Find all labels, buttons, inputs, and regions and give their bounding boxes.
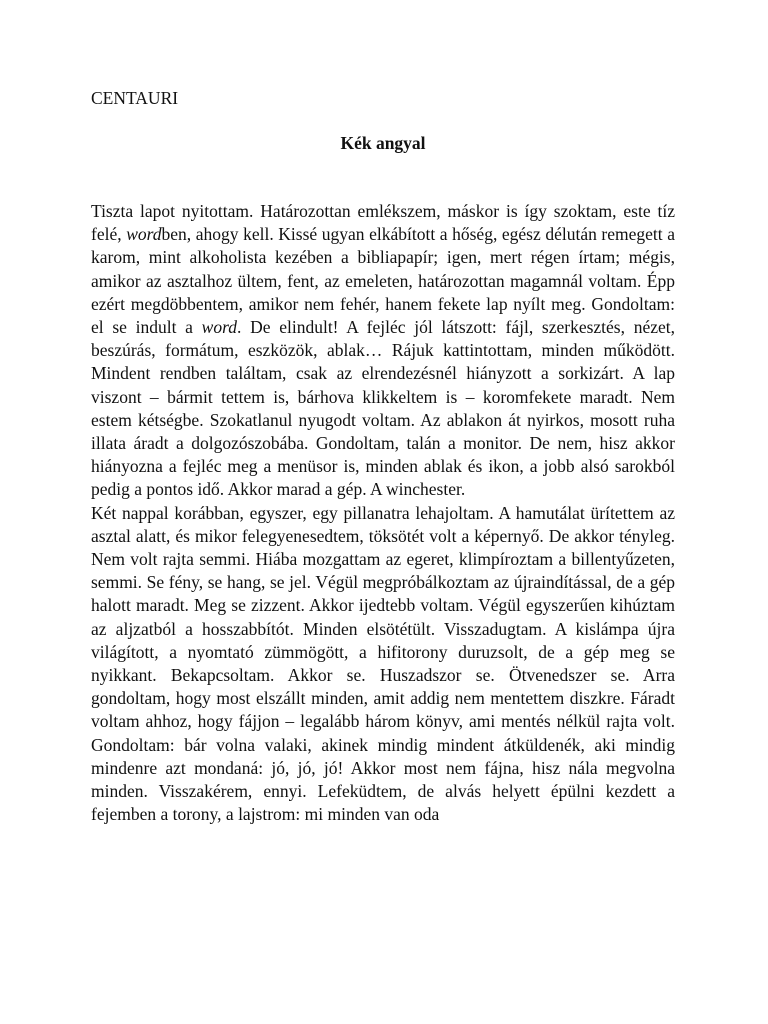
author-name: CENTAURI	[91, 88, 179, 108]
text-run: ben, ahogy kell. Kissé ugyan elkábított a hőség, egész délután remegett a karom, mint alkoholista kezében a bibliapapír; igen, mert régen írtam; mégis, amikor az asztalhoz ültem, fent, az emeleten, határozottan magamnál voltam. Épp ezért megdöbbentem, amikor nem fehér, hanem fekete lap nyílt meg. Gondoltam: el se indult a	[91, 224, 675, 338]
text-run: Két nappal korábban, egyszer, egy pillanatra lehajoltam. A hamutálat ürítettem az asztal alatt, és mikor felegyenesedtem, töksötét volt a képernyő. De akkor tényleg. Nem volt rajta semmi. Hiába mozgattam az egeret, klimpíroztam a billentyűzeten, semmi. Se fény, se hang, se jel. Végül megpróbálkoztam az újraindítással, de a gép halott maradt. Meg se zizzent. Akkor ijedtebb voltam. Végül egyszerűen kihúztam az aljzatból a hosszabbítót. Minden elsötétült. Visszadugtam. A kislámpa újra világított, a nyomtató zümmögött, a hifitorony duruzsolt, de a gép meg se nyikkant. Bekapcsoltam. Akkor se. Huszadszor se. Ötvenedszer se. Arra gondoltam, hogy most elszállt minden, amit addig nem mentettem diszkre. Fáradt voltam ahhoz, hogy fájjon – legalább három könyv, ami mentés nélkül rajta volt. Gondoltam: bár volna valaki, akinek mindig mindent átküldenék, aki mindig mindenre azt mondaná: jó, jó, jó! Akkor most nem fájna, hisz nála megvolna minden. Visszakérem, ennyi. Lefeküdtem, de alvás helyett épülni kezdett a fejemben a torony, a lajstrom: mi minden van oda	[91, 502, 675, 825]
text-run: Tiszta lapot nyitottam. Határozottan emlékszem, máskor is így szoktam, este tíz felé,	[91, 201, 675, 245]
text-run: . De elindult! A fejléc jól látszott: fájl, szerkesztés, nézet, beszúrás, formátum, eszközök, ablak… Rájuk kattintottam, minden működött. Mindent rendben találtam, csak az elrendezésnél hiányzott a sorkizárt. A lap viszont – bármit tettem is, bárhova klikkeltem is – koromfekete maradt. Nem estem kétségbe. Szokatlanul nyugodt voltam. Az ablakon át nyirkos, mosott ruha illata áradt a dolgozószobába. Gondoltam, talán a monitor. De nem, hisz akkor hiányozna a fejléc meg a menüsor is, minden ablak és ikon, a jobb alsó sarokból pedig a pontos idő. Akkor marad a gép. A winchester.	[91, 317, 675, 500]
italic-text: word	[126, 224, 162, 245]
page-title: Kék angyal	[340, 133, 426, 153]
paragraph	[91, 502, 675, 827]
italic-text: word	[201, 317, 238, 338]
paragraph	[91, 200, 675, 502]
body-text	[91, 200, 675, 826]
